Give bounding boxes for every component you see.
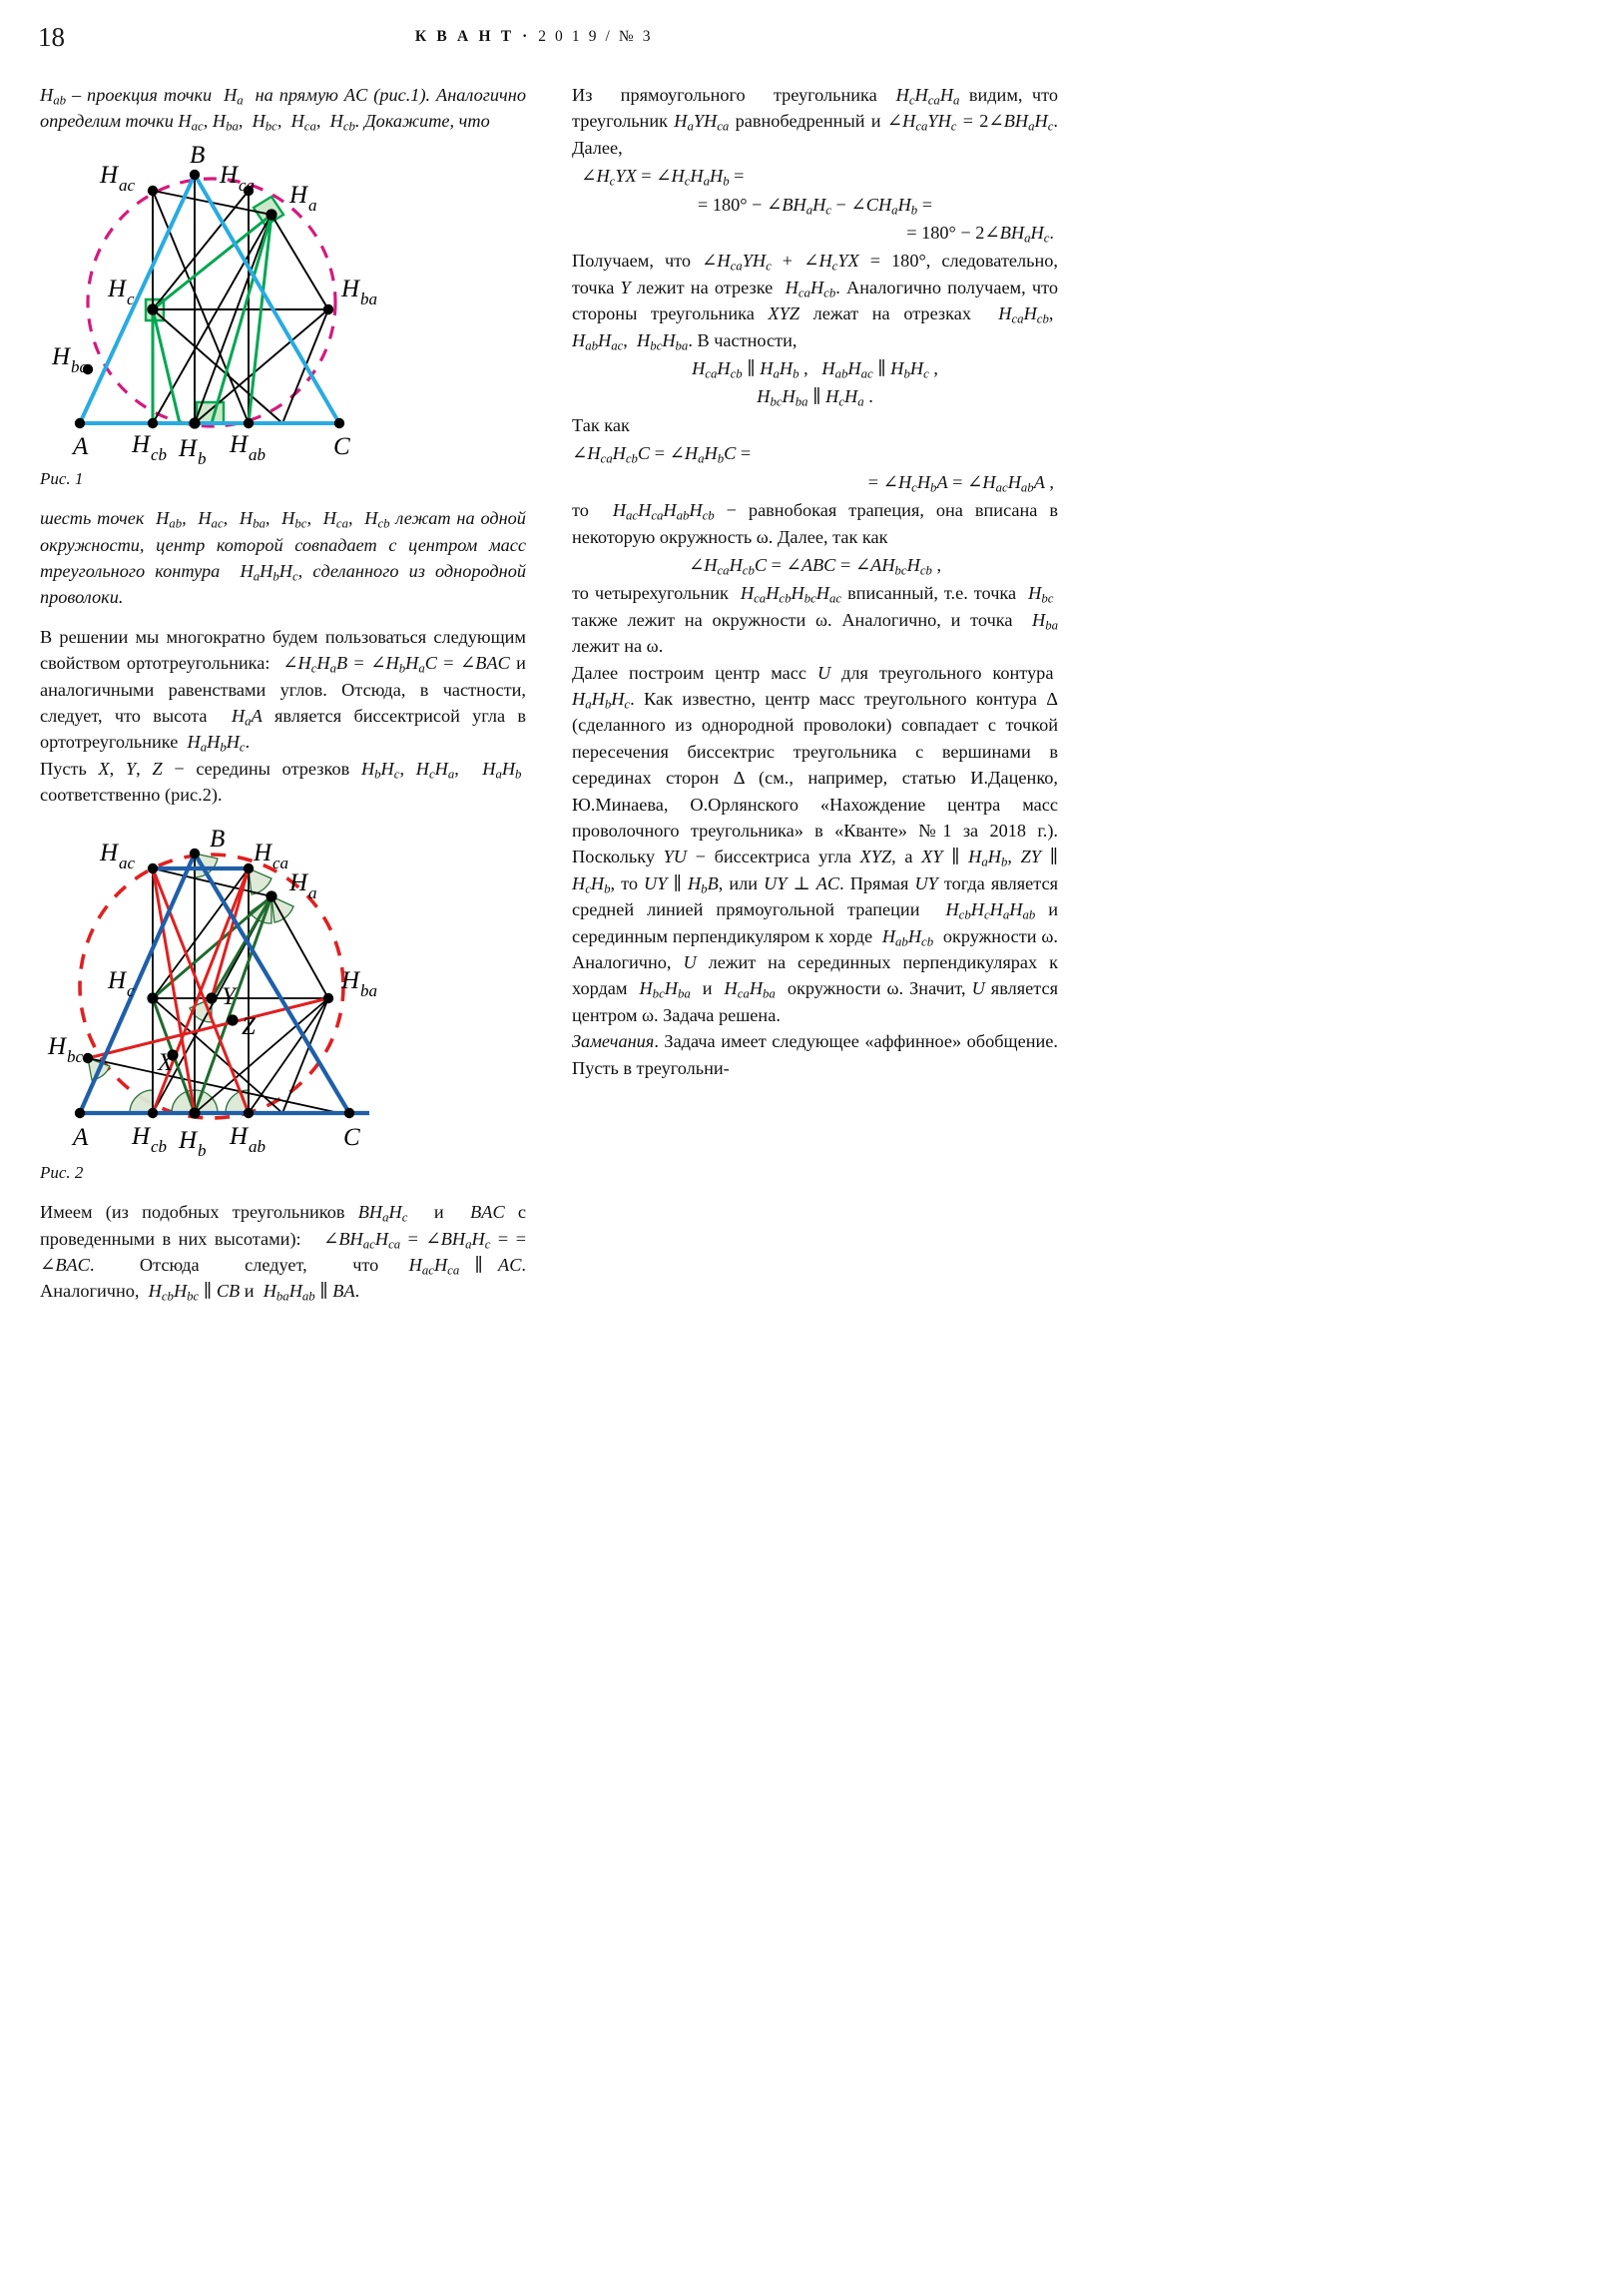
fig2-label-Hb: H <box>179 1126 198 1154</box>
paragraph-right-6: Далее построим центр масс U для треугольного контура $H_aH_bH_c$. Как известно, центр масс треугольного контура Δ (сделанного из однородной проволоки) совпадает с точкой пересечения биссектрис треугольника с вершинами в серединах сторон Δ (см., например, статью И.Даценко, Ю.Минаева, О.Орлянского «Нахождение центра масс проволочного треугольника» в «Кванте» №1 за 2018 г.). Поскольку YU − биссектриса угла XYZ, а XY ∥ $H_aH_b$, ZY ∥ $H_cH_b$, то UY ∥ $H_bB$, или UY ⊥ AC. Прямая UY тогда является средней линией прямоугольной трапеции $H_{cb}H_cH_aH_{ab}$ и серединным перпендикуляром к хорде $H_{ab}H_{cb}$ окружности ω. Аналогично, U лежит на серединных перпендикулярах к хордам $H_{bc}H_{ba}$ и $H_{ca}H_{ba}$ окружности ω. Значит, U является центром ω. Задача решена. <box>572 662 1059 1025</box>
fig2-label-Hca-sub: ca <box>272 853 289 872</box>
fig1-label-Hac-sub: ac <box>119 175 136 195</box>
fig2-point-B <box>190 848 200 858</box>
equation-7: = $\angle H_cH_bA$ = $\angle H_{ac}H_{ab}A$ , <box>867 471 1054 495</box>
fig1-point-B <box>190 170 200 180</box>
issue-label: 2 0 1 9 / № 3 <box>538 28 654 45</box>
fig2-label-Z: Z <box>242 1012 256 1040</box>
fig1-point-Hba <box>323 304 333 314</box>
fig2-label-B: B <box>210 825 226 853</box>
fig2-label-Hca: H <box>254 839 272 866</box>
paragraph-right-5: то четырехугольник $H_{ca}H_{cb}H_{bc}H_{ac}$ вписанный, т.е. точка $H_{bc}$ также лежит на окружности ω. Аналогично, и точка $H_{ba}$ лежит на ω. <box>572 583 1058 657</box>
fig2-label-Hac-sub: ac <box>119 853 136 872</box>
equation-8: $\angle H_{ca}H_{cb}C$ = ∠ABC = $\angle AH_{bc}H_{cb}$ , <box>688 554 942 578</box>
figure-2-svg <box>40 809 526 1158</box>
fig1-label-Hc: H <box>108 275 127 302</box>
fig2-label-Y: Y <box>222 982 236 1010</box>
paragraph-intro: $H_{ab}$ – проекция точки $H_a$ на прямую AC (рис.1). Аналогично определим точки $H_{ac}$, $H_{ba}$, $H_{bc}$, $H_{ca}$, $H_{cb}$. Докажите, что <box>40 85 526 134</box>
fig2-label-Hba: H <box>341 966 360 994</box>
fig2-point-Hc <box>147 992 158 1003</box>
fig2-label-Hcb: H <box>132 1122 151 1150</box>
paragraph-right-2: Получаем, что $\angle H_{ca}YH_c$ + $\angle H_cYX = 180^\circ$, следовательно, точка Y лежит на отрезке $H_{ca}H_{cb}$. Аналогично получаем, что стороны треугольника XYZ лежат на отрезках $H_{ca}H_{cb}$, $H_{ab}H_{ac}$, $H_{bc}H_{ba}$. В частности, <box>572 251 1059 353</box>
fig2-label-Hbc: H <box>48 1032 67 1060</box>
fig1-label-Hbc: H <box>52 342 71 370</box>
equation-3: = $180^\circ - 2\angle BH_aH_c$. <box>906 223 1054 246</box>
fig2-label-A: A <box>73 1123 89 1151</box>
figure-2 <box>40 809 526 1186</box>
figure-1-caption: Рис. 1 <box>40 468 84 488</box>
fig2-point-Hac <box>148 862 158 872</box>
fig1-label-Hbc-sub: bc <box>71 356 88 376</box>
fig2-label-Hac: H <box>100 839 119 866</box>
fig1-label-Hb: H <box>179 434 198 462</box>
paragraph-solution-property: В решении мы многократно будем пользоваться следующим свойством ортотреугольника: $\angle H_cH_aB$ = $\angle H_bH_aC$ = ∠BAC и аналогичными равенствами углов. Отсюда, в частности, следует, что высота $H_aA$ является биссектрисой угла в ортотреугольнике $H_aH_bH_c$. <box>40 626 526 756</box>
fig2-label-Hc: H <box>108 966 127 994</box>
fig2-label-C: C <box>343 1123 360 1151</box>
fig1-label-Hba: H <box>341 275 360 302</box>
fig1-label-Hcb: H <box>132 430 151 458</box>
equation-2: = $180^\circ - \angle BH_aH_c$ − $\angle CH_aH_b$ = <box>697 194 933 218</box>
remarks-heading: Замечания <box>572 1031 655 1052</box>
fig2-label-Hab-sub: ab <box>249 1136 266 1156</box>
equation-4: $H_{ca}H_{cb}$ ∥ $H_aH_b$ , $H_{ab}H_{ac}$ ∥ $H_bH_c$ , <box>692 358 938 381</box>
equation-1: $\angle H_cYX$ = $\angle H_cH_aH_b$ = <box>581 166 745 189</box>
fig1-label-Hb-sub: b <box>198 448 207 464</box>
fig1-label-Ha: H <box>289 181 308 209</box>
fig1-label-Ha-sub: a <box>308 195 317 215</box>
fig2-point-Ha <box>266 890 276 901</box>
fig2-point-C <box>344 1107 354 1117</box>
fig1-point-Hb <box>189 417 200 428</box>
paragraph-right-4: то $H_{ac}H_{ca}H_{ab}H_{cb}$ − равнобокая трапеция, она вписана в некоторую окружность ω. Далее, так как <box>572 500 1059 547</box>
journal-title: К В А Н Т <box>414 28 515 45</box>
equation-5: $H_{bc}H_{ba}$ ∥ $H_cH_a$ . <box>757 386 873 410</box>
fig2-label-Ha-sub: a <box>308 882 317 902</box>
page-number: 18 <box>38 22 65 52</box>
paragraph-right-1: Из прямоугольного треугольника $H_cH_{ca}H_a$ видим, что треугольник $H_aYH_{ca}$ равнобедренный и $\angle H_{ca}YH_c$ = $2\angle BH_aH_c$. Далее, <box>572 85 1058 158</box>
fig2-point-Hbc <box>83 1052 93 1062</box>
fig2-label-X: X <box>158 1048 174 1076</box>
fig1-label-Hab: H <box>230 430 249 458</box>
journal-page <box>0 0 1068 1535</box>
fig1-point-A <box>75 418 85 428</box>
fig1-label-Hac: H <box>100 161 119 189</box>
paragraph-midpoints: Пусть X, Y, Z − середины отрезков $H_bH_c$, $H_cH_a$, $H_aH_b$ соответственно (рис.2). <box>40 758 527 806</box>
figure-1-svg <box>40 135 526 464</box>
fig2-label-Hc-sub: c <box>127 980 135 1000</box>
figure-1 <box>40 135 526 492</box>
fig2-label-Hcb-sub: cb <box>151 1136 168 1156</box>
fig2-label-Hba-sub: ba <box>360 980 377 1000</box>
fig2-point-Hab <box>244 1107 254 1117</box>
paragraph-right-7: Замечания. Задача имеет следующее «аффинное» обобщение. Пусть в треугольни- <box>572 1031 1058 1078</box>
paragraph-similar-triangles: Имеем (из подобных треугольников $BH_aH_c$ и BAC с проведенными в них высотами): $\angle BH_{ac}H_{ca}$ = $\angle BH_aH_c$ = = ∠BAC. Отсюда следует, что $H_{ac}H_{ca}$ ∥ AC. Аналогично, $H_{cb}H_{bc}$ ∥ CB и $H_{ba}H_{ab}$ ∥ BA. <box>40 1202 526 1304</box>
fig2-point-Hcb <box>148 1107 158 1117</box>
equation-6: $\angle H_{ca}H_{cb}C$ = $\angle H_aH_bC$ = <box>572 443 752 466</box>
fig2-point-Hb <box>189 1107 200 1118</box>
fig2-point-Y <box>206 992 217 1003</box>
fig1-point-Hcb <box>148 418 158 428</box>
fig2-label-Hab: H <box>230 1122 249 1150</box>
left-column <box>40 82 526 1305</box>
fig2-label-Ha: H <box>289 868 308 896</box>
fig1-label-Hba-sub: ba <box>360 288 377 308</box>
page-header <box>0 22 1068 58</box>
fig2-point-Z <box>227 1014 238 1025</box>
right-column <box>572 82 1058 1081</box>
fig1-label-Hab-sub: ab <box>249 444 266 464</box>
fig1-point-Hc <box>147 303 158 314</box>
running-head <box>0 28 1068 46</box>
fig2-label-Hb-sub: b <box>198 1140 207 1158</box>
fig2-point-Hca <box>244 862 254 872</box>
fig1-dashed-circle <box>88 179 335 426</box>
fig2-label-Hbc-sub: bc <box>67 1046 84 1066</box>
header-dot: · <box>522 28 531 45</box>
fig1-label-Hcb-sub: cb <box>151 444 168 464</box>
fig1-point-Hab <box>244 418 254 428</box>
paragraph-right-3: Так как <box>572 414 630 435</box>
fig1-label-C: C <box>333 432 350 460</box>
fig2-point-Hba <box>323 992 333 1002</box>
fig2-point-A <box>75 1107 85 1117</box>
paragraph-six-points: шесть точек $H_{ab}$, $H_{ac}$, $H_{ba}$, $H_{bc}$, $H_{ca}$, $H_{cb}$ лежат на одной окружности, центр которой совпадает с центром масс треугольного контура $H_aH_bH_c$, сделанного из однородной проволоки. <box>40 508 527 608</box>
figure-2-caption: Рис. 2 <box>40 1162 84 1182</box>
fig1-label-Hca-sub: ca <box>239 175 256 195</box>
fig1-label-A: A <box>73 432 89 460</box>
fig1-point-Hac <box>148 186 158 196</box>
fig1-label-Hca: H <box>220 161 239 189</box>
fig1-label-Hc-sub: c <box>127 288 135 308</box>
fig1-point-C <box>334 418 344 428</box>
fig1-label-B: B <box>190 141 206 169</box>
fig1-point-Ha <box>266 209 276 220</box>
